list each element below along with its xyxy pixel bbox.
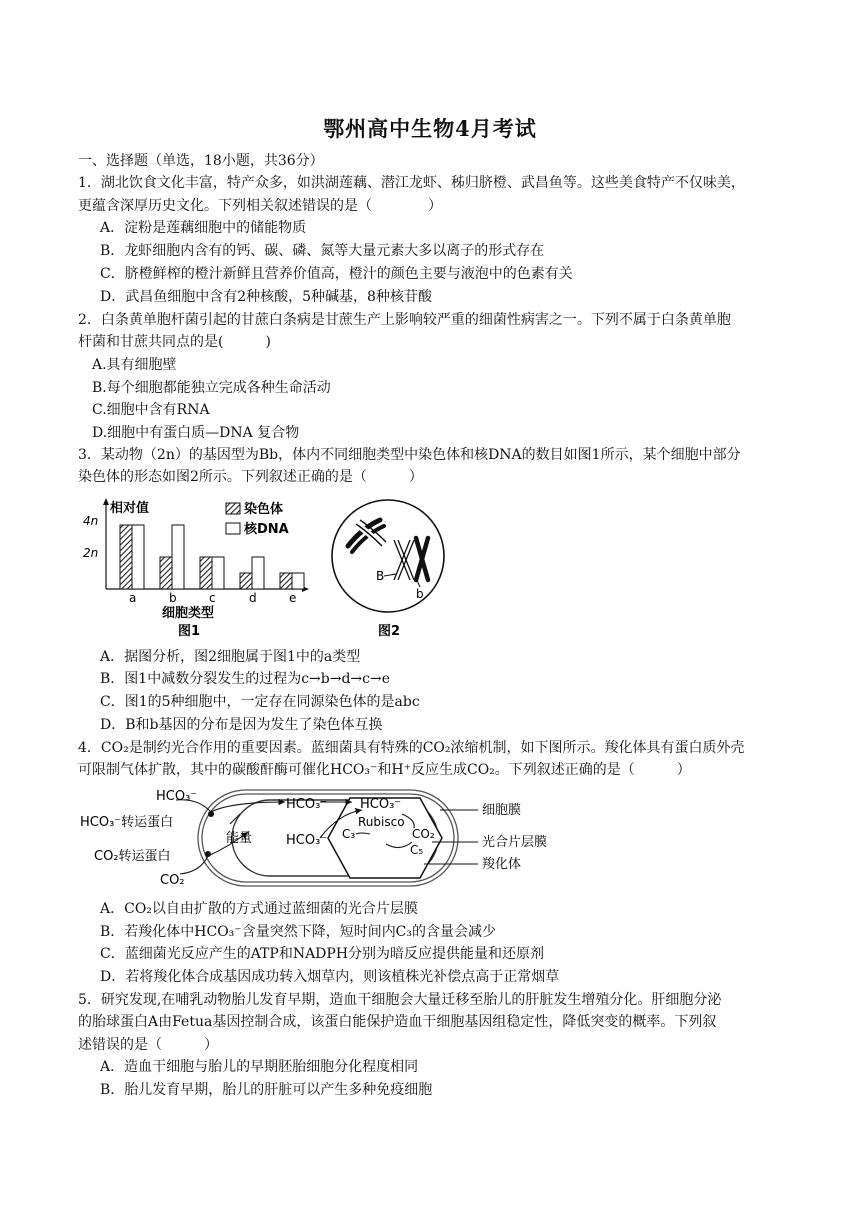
bar-e-dna (292, 573, 304, 589)
cell-outline (332, 500, 444, 612)
carboxysome-label: 羧化体 (482, 857, 522, 872)
c3-label: C₃ (342, 827, 356, 841)
hco3-outside-label: HCO₃⁻ (156, 789, 198, 804)
co2-carboxysome-label: CO₂ (412, 827, 435, 841)
bar-a-chromosome (120, 525, 132, 589)
figure2-caption: 图2 (378, 624, 401, 639)
bar-c-chromosome (200, 557, 212, 589)
section-heading: 一、选择题（单选，18小题，共36分） (78, 153, 324, 169)
q1-option-c: C．脐橙鲜榨的橙汁新鲜且营养价值高，橙汁的颜色主要与液泡中的色素有关 (100, 266, 573, 282)
q4-stem-line1: 4．CO₂是制约光合作用的重要因素。蓝细菌具有特殊的CO₂浓缩机制，如下图所示。羧化体具有蛋白质外壳 (78, 740, 745, 756)
xtick-e: e (289, 591, 297, 605)
q4-option-d: D．若将羧化体合成基因成功转入烟草内，则该植株光补偿点高于正常烟草 (100, 969, 560, 985)
label-b: b (416, 587, 424, 601)
legend-swatch-chromosome (226, 503, 240, 514)
q5-stem-line2: 的胎球蛋白A由Fetua基因控制合成，该蛋白能保护造血干细胞基因组稳定性，降低突变的概率。下列叙 (78, 1014, 717, 1030)
chart-ylabel: 相对值 (110, 501, 150, 516)
bar-d-chromosome (240, 573, 252, 589)
q2-option-c: C.细胞中含有RNA (92, 402, 210, 418)
bar-a-dna (132, 525, 144, 589)
q1-option-b: B．龙虾细胞内含有的钙、碳、磷、氮等大量元素大多以离子的形式存在 (100, 243, 545, 259)
q1-stem-line2: 更蕴含深厚历史文化。下列相关叙述错误的是（ ） (78, 198, 442, 214)
q3-option-a: A．据图分析，图2细胞属于图1中的a类型 (100, 649, 361, 665)
xtick-b: b (169, 591, 177, 605)
q3-stem-line1: 3．某动物（2n）的基因型为Bb，体内不同细胞类型中染色体和核DNA的数目如图1所示，某个细胞中部分 (78, 447, 741, 463)
page-title: 鄂州高中生物4月考试 (323, 116, 537, 141)
ytick-2n: 2n (83, 546, 99, 560)
co2-outside-label: CO₂ (160, 873, 185, 888)
q4-option-c: C．蓝细菌光反应产生的ATP和NADPH分别为暗反应提供能量和还原剂 (100, 946, 545, 962)
q2-stem-line1: 2．白条黄单胞杆菌引起的甘蔗白条病是甘蔗生产上影响较严重的细菌性病害之一。下列不属于白条黄单胞 (78, 312, 731, 328)
legend-label-chromosome: 染色体 (244, 502, 284, 517)
figure-co2-mechanism (80, 784, 580, 892)
q3-option-b: B．图1中减数分裂发生的过程为c→b→d→c→e (100, 671, 391, 687)
q4-stem-line2: 可限制气体扩散，其中的碳酸酐酶可催化HCO₃⁻和H⁺反应生成CO₂。下列叙述正确的是（ ） (78, 762, 691, 778)
q3-option-d: D．B和b基因的分布是因为发生了染色体互换 (100, 717, 383, 733)
q3-option-c: C．图1的5种细胞中，一定存在同源染色体的是abc (100, 694, 420, 710)
bar-b-chromosome (160, 557, 172, 589)
q2-option-d: D.细胞中有蛋白质—DNA 复合物 (92, 425, 300, 441)
q5-option-b: B．胎儿发育早期，胎儿的肝脏可以产生多种免疫细胞 (100, 1082, 433, 1098)
bar-c-dna (212, 557, 224, 589)
xtick-a: a (129, 591, 137, 605)
q5-option-a: A．造血干细胞与胎儿的早期胚胎细胞分化程度相同 (100, 1059, 419, 1075)
q2-option-b: B.每个细胞都能独立完成各种生命活动 (92, 380, 331, 396)
bar-b-dna (172, 525, 184, 589)
label-B: B (376, 569, 385, 583)
xtick-d: d (249, 591, 257, 605)
q4-option-a: A．CO₂以自由扩散的方式通过蓝细菌的光合片层膜 (100, 901, 418, 917)
rubisco-label: Rubisco (358, 815, 405, 829)
legend-swatch-dna (226, 523, 240, 534)
figure1-bar-chart (80, 494, 320, 644)
hco3-transporter-label: HCO₃⁻转运蛋白 (80, 815, 174, 830)
q1-option-a: A．淀粉是莲藕细胞中的储能物质 (100, 220, 307, 236)
q5-stem-line1: 5．研究发现,在哺乳动物胎儿发育早期，造血干细胞会大量迁移至胎儿的肝脏发生增殖分化。肝细胞分泌 (78, 992, 722, 1008)
q1-stem-line1: 1．湖北饮食文化丰富，特产众多，如洪湖莲藕、潜江龙虾、秭归脐橙、武昌鱼等。这些美食特产不仅味美， (78, 175, 745, 191)
figure2-cell-diagram (328, 494, 452, 644)
bar-e-chromosome (280, 573, 292, 589)
thylakoid-label: 光合片层膜 (482, 835, 548, 850)
legend-label-dna: 核DNA (244, 522, 289, 537)
chart-bars (120, 525, 304, 605)
xtick-c: c (209, 591, 216, 605)
y-axis-arrow (103, 498, 109, 505)
q2-option-a: A.具有细胞壁 (92, 357, 177, 373)
q4-option-b: B．若羧化体中HCO₃⁻含量突然下降，短时间内C₃的含量会减少 (100, 924, 497, 940)
q2-stem-line2: 杆菌和甘蔗共同点的是( ) (78, 334, 271, 350)
cell-membrane-label: 细胞膜 (482, 803, 522, 818)
q1-option-d: D．武昌鱼细胞中含有2种核酸，5种碱基，8种核苷酸 (100, 289, 432, 305)
hco3-carboxysome-label: HCO₃⁻ (360, 797, 402, 812)
c5-label: C₅ (410, 843, 424, 857)
energy-label: 能量 (226, 831, 253, 846)
co2-transporter-label: CO₂转运蛋白 (94, 849, 171, 864)
hco3-cytoplasm-label: HCO₃⁻ (286, 797, 328, 812)
ytick-4n: 4n (83, 514, 99, 528)
bar-d-dna (252, 557, 264, 589)
figure1-caption: 图1 (178, 624, 201, 639)
q3-stem-line2: 染色体的形态如图2所示。下列叙述正确的是（ ） (78, 469, 423, 485)
chart-xlabel: 细胞类型 (162, 606, 215, 621)
q5-stem-line3: 述错误的是（ ） (78, 1037, 218, 1053)
hco3-thylakoid-label: HCO₃⁻ (286, 833, 328, 848)
